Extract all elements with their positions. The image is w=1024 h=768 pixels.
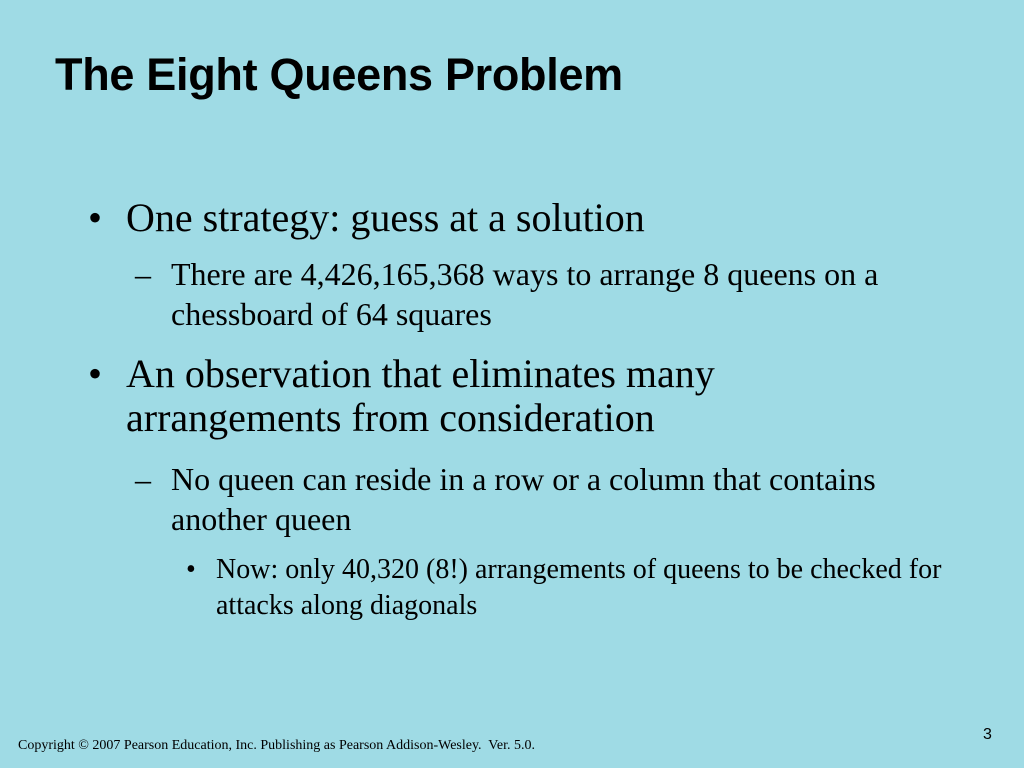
- sub-bullet-text: There are 4,426,165,368 ways to arrange 8 queens on a chessboard of 64 squares: [171, 256, 879, 332]
- sub-bullet-arrangements: [135, 254, 931, 334]
- sub-bullet-text: No queen can reside in a row or a column that contains another queen: [171, 461, 876, 537]
- bullet-strategy: [88, 195, 926, 240]
- dash-icon: –: [135, 256, 151, 292]
- sub-bullet-no-queen: [135, 459, 931, 539]
- sub-sub-bullet-permutations: [186, 552, 956, 624]
- bullet-text: One strategy: guess at a solution: [126, 195, 645, 240]
- sub-sub-bullet-text: Now: only 40,320 (8!) arrangements of queens to be checked for attacks along diagonals: [216, 554, 942, 621]
- slide-title: The Eight Queens Problem: [55, 49, 623, 100]
- bullet-text: An observation that eliminates many arrangements from consideration: [126, 351, 715, 440]
- bullet-icon: •: [88, 195, 103, 240]
- bullet-observation: [88, 351, 926, 440]
- copyright-footer: Copyright © 2007 Pearson Education, Inc. Publishing as Pearson Addison-Wesley. Ver. 5.0.: [18, 738, 535, 753]
- dash-icon: –: [135, 461, 151, 497]
- bullet-icon: •: [88, 351, 103, 396]
- bullet-icon: •: [186, 554, 196, 585]
- page-number: 3: [983, 726, 992, 743]
